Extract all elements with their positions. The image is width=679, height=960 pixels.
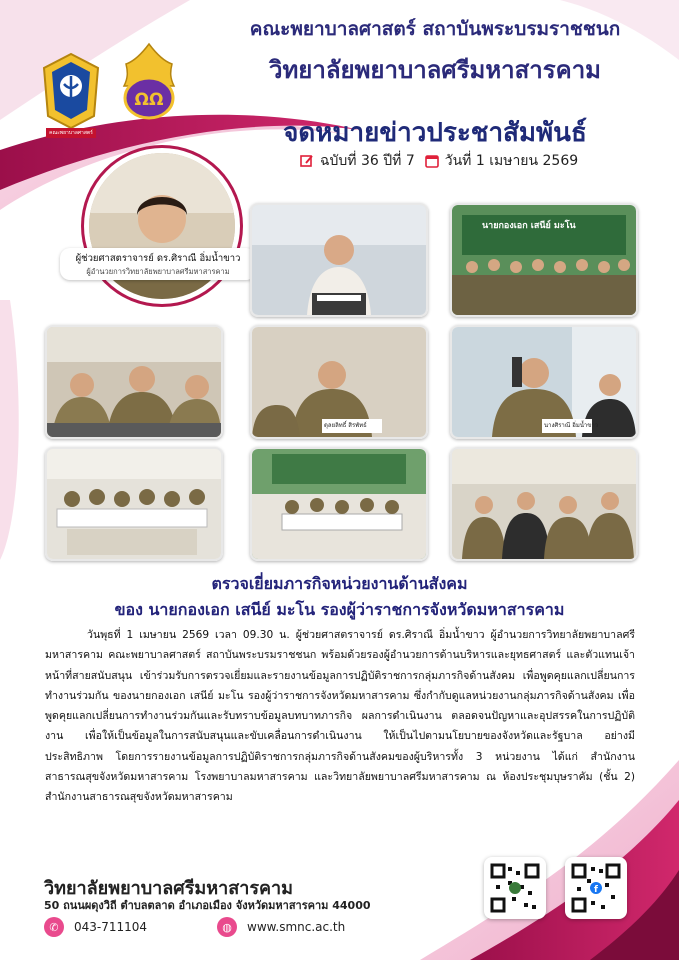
article-title-line2: ของ นายกองเอก เสนีย์ มะโน รองผู้ว่าราชการจังหวัดมหาสารคาม — [114, 600, 565, 619]
director-portrait — [84, 148, 240, 304]
director-name: ผู้ช่วยศาสตราจารย์ ดร.ศิราณี อิ่มน้ำขาว — [75, 253, 241, 264]
footer-college-name: วิทยาลัยพยาบาลศรีมหาสารคาม — [44, 878, 293, 899]
newsletter-title: จดหมายข่าวประชาสัมพันธ์ — [283, 118, 587, 148]
footer-website[interactable]: www.smnc.ac.th — [247, 920, 346, 934]
director-position: ผู้อำนวยการวิทยาลัยพยาบาลศรีมหาสารคาม — [86, 267, 230, 276]
logo-caption: คณะพยาบาลศาสตร์ — [49, 130, 93, 136]
college-name: วิทยาลัยพยาบาลศรีมหาสารคาม — [269, 56, 601, 84]
svg-text:f: f — [594, 885, 598, 895]
footer-phone[interactable]: 043-711104 — [74, 920, 148, 934]
director-caption — [60, 248, 256, 280]
photo-nameplate-1: ดุลยลิทธิ์ สิรพัทธ์ — [324, 422, 367, 429]
event-photo-2 — [450, 203, 638, 317]
article-title-line1: ตรวจเยี่ยมภารกิจหน่วยงานด้านสังคม — [211, 574, 468, 593]
event-photo-1 — [250, 203, 428, 317]
phone-icon: ✆ — [44, 917, 64, 937]
event-photo-6 — [45, 447, 223, 561]
event-photo-5 — [450, 325, 638, 439]
event-photo-3 — [45, 325, 223, 439]
photo-banner-text: นายกองเอก เสนีย์ มะโน — [482, 221, 576, 231]
article-body: วันพุธที่ 1 เมษายน 2569 เวลา 09.30 น. ผู้ช่วยศาสตราจารย์ ดร.ศิราณี อิ่มน้ำขาว ผู้อำนวยการวิทยาลัยพยาบาลศรีมหาสารคาม คณะพยาบาลศาสตร์ สถาบันพระบรมราชชนก พร้อมด้วยรองผู้อำนวยการด้านบริหารและยุทธศาสตร์ และตัวแทนเจ้าหน้าที่สายสนับสนุน เข้าร่วมรับการตรวจเยี่ยมและรายงานข้อมูลการปฏิบัติราชการกลุ่มภารกิจด้านสังคม เพื่อพูดคุยแลกเปลี่ยนการทำงานร่วมกัน ของนายกองเอก เสนีย์ มะโน รองผู้ว่าราชการจังหวัดมหาสารคาม ซึ่งกำกับดูแลหน่วยงานกลุ่มภารกิจด้านสังคม เพื่อพูดคุยแลกเปลี่ยนการทำงานร่วมกันและรับทราบข้อมูลบทบาทภารกิจ ผลการดำเนินงาน ตลอดจนปัญหาและอุปสรรคในการปฏิบัติงาน เพื่อให้เป็นข้อมูลในการสนับสนุนและขับเคลื่อนการดำเนินงาน ให้เป็นไปตามนโยบายของจังหวัดและรัฐบาล อย่างมีประสิทธิภาพ โดยการรายงานข้อมูลการปฏิบัติราชการกลุ่มภารกิจด้านสังคมของผู้บริหารทั้ง 3 หน่วยงาน ได้แก่ สำนักงานสาธารณสุขจังหวัดมหาสารคาม โรงพยาบาลมหาสารคาม และวิทยาลัยพยาบาลศรีมหาสารคาม ณ ห้องประชุมบุษราคัม (ชั้น 2) สำนักงานสาธารณสุขจังหวัดมหาสารคาม — [45, 629, 635, 804]
event-photo-8 — [450, 447, 638, 561]
faculty-line: คณะพยาบาลศาสตร์ สถาบันพระบรมราชชนก — [249, 18, 621, 40]
event-photo-4 — [250, 325, 428, 439]
qr-code-facebook[interactable] — [565, 857, 627, 919]
issue-number: ฉบับที่ 36 ปีที่ 7 — [320, 153, 415, 169]
globe-icon: ◍ — [217, 917, 237, 937]
footer-address: 50 ถนนผดุงวิถี ตำบลตลาด อำเภอเมือง จังหวัดมหาสารคาม 44000 — [44, 899, 371, 912]
photo-nameplate-2: นางศิราณี อิ่มน้ำขาว — [544, 422, 599, 429]
event-photo-7 — [250, 447, 428, 561]
footer-contact — [44, 917, 345, 937]
edit-icon — [300, 154, 314, 168]
calendar-icon — [425, 154, 439, 168]
nursing-faculty-logo — [40, 52, 102, 140]
college-logo — [118, 42, 180, 122]
issue-date: วันที่ 1 เมษายน 2569 — [444, 153, 579, 169]
issue-line — [300, 150, 578, 172]
svg-text:ΩΩ: ΩΩ — [134, 90, 164, 110]
qr-code-website[interactable] — [484, 857, 546, 919]
